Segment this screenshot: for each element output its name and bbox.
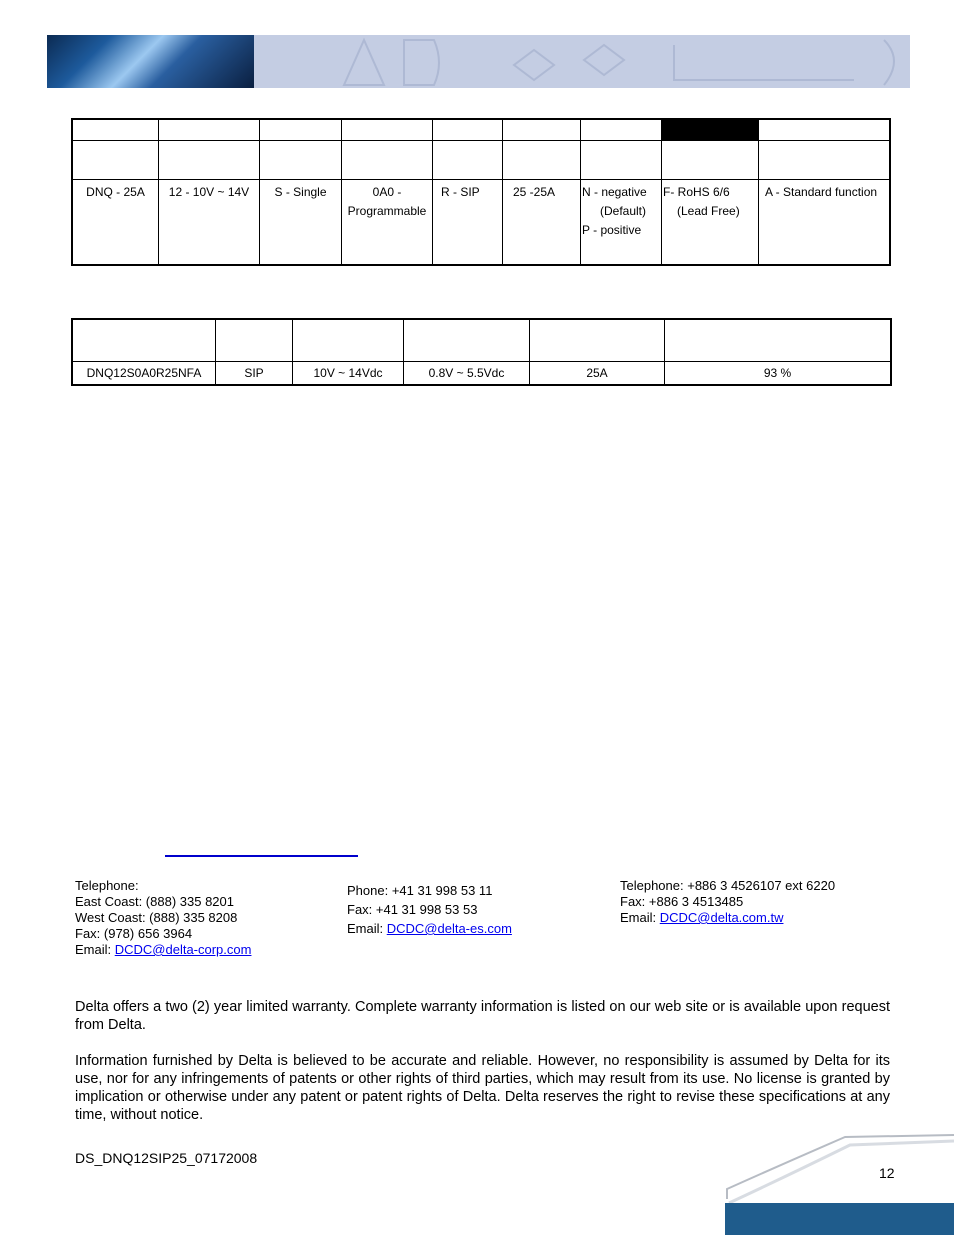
cell-model-name: DNQ12S0A0R25NFA: [72, 362, 216, 386]
email-link-europe[interactable]: DCDC@delta-es.com: [386, 921, 512, 936]
cell-option-code: A - Standard function: [759, 180, 891, 266]
model-list-table: [71, 318, 892, 386]
website-link-underline[interactable]: [165, 855, 358, 857]
document-id: DS_DNQ12SIP25_07172008: [75, 1150, 258, 1166]
cell-current: 25A: [530, 362, 665, 386]
cell-input-voltage: 12 - 10V ~ 14V: [159, 180, 260, 266]
part-number-table: [71, 118, 891, 266]
contact-asia: Telephone: +886 3 4526107 ext 6220 Fax: +886 3 4513485 Email: DCDC@delta.com.tw: [620, 878, 836, 925]
table-row: [72, 319, 891, 362]
cell-package: R - SIP: [433, 180, 503, 266]
warranty-text: Delta offers a two (2) year limited warranty. Complete warranty information is listed on our web site or is available upon request from Delta.: [75, 999, 890, 1033]
cell-rohs: F- RoHS 6/6 (Lead Free): [662, 180, 759, 266]
banner-graphic: [254, 35, 910, 88]
cell-input: 10V ~ 14Vdc: [293, 362, 404, 386]
page-number: 12: [879, 1165, 895, 1181]
table-row: [72, 141, 890, 180]
contact-europe: Phone: +41 31 998 53 11 Fax: +41 31 998 53 53 Email: DCDC@delta-es.com: [347, 883, 512, 936]
cell-product-series: DNQ - 25A: [72, 180, 159, 266]
contact-usa: Telephone: East Coast: (888) 335 8201 West Coast: (888) 335 8208 Fax: (978) 656 3964 Email: DCDC@delta-corp.com: [75, 878, 252, 957]
email-link-usa[interactable]: DCDC@delta-corp.com: [114, 942, 252, 957]
cell-output-voltage: 0A0 - Programmable: [342, 180, 433, 266]
disclaimer-text: Information furnished by Delta is believed to be accurate and reliable. However, no responsibility is assumed by Delta for its use, nor for any infringements of patents or other rights of third parties, which may result from its use. No license is granted by implication or otherwise under any patent or patent rights of Delta. Delta reserves the right to revise these specifications at any time, without notice.: [75, 1053, 890, 1123]
cell-efficiency: 93 %: [665, 362, 892, 386]
header-banner: [47, 35, 910, 88]
banner-watermark-shapes: [254, 35, 910, 88]
cell-output-current: 25 -25A: [503, 180, 581, 266]
cell-on-off-logic: N - negative (Default) P - positive: [581, 180, 662, 266]
cell-outputs: S - Single: [260, 180, 342, 266]
cell-output: 0.8V ~ 5.5Vdc: [404, 362, 530, 386]
cell-package: SIP: [216, 362, 293, 386]
table-row: [72, 180, 890, 266]
header-cell-dark: [662, 119, 759, 141]
table-row: [72, 119, 890, 141]
banner-photo: [47, 35, 254, 88]
table-row: [72, 362, 891, 386]
email-link-asia[interactable]: DCDC@delta.com.tw: [659, 910, 784, 925]
footer-corner-graphic: [725, 1133, 954, 1235]
